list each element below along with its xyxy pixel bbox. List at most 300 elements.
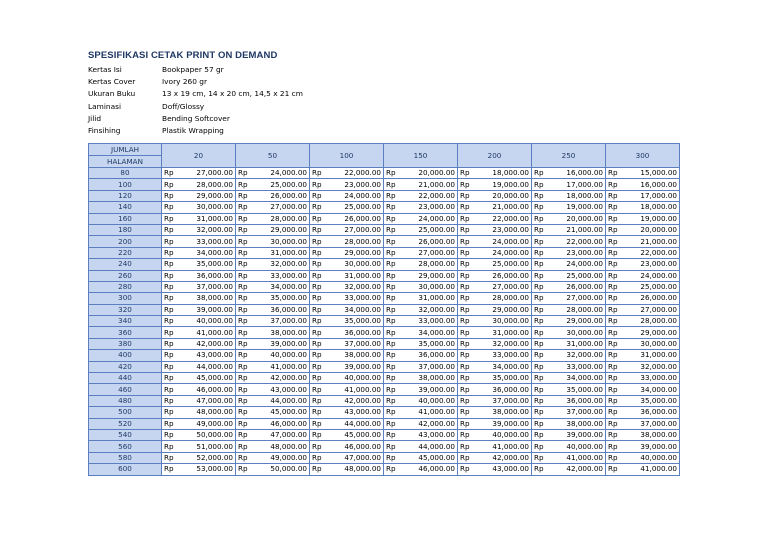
price-cell: 25,000.00 — [249, 179, 310, 190]
currency-cell: Rp — [162, 316, 175, 327]
currency-cell: Rp — [532, 259, 545, 270]
currency-cell: Rp — [236, 361, 249, 372]
price-cell: 38,000.00 — [545, 418, 606, 429]
price-cell: 23,000.00 — [397, 202, 458, 213]
price-cell: 35,000.00 — [397, 338, 458, 349]
currency-cell: Rp — [162, 327, 175, 338]
price-cell: 39,000.00 — [249, 338, 310, 349]
table-row — [89, 327, 680, 338]
price-cell: 38,000.00 — [471, 407, 532, 418]
currency-cell: Rp — [458, 179, 471, 190]
price-cell: 15,000.00 — [619, 168, 680, 179]
currency-cell: Rp — [310, 418, 323, 429]
currency-cell: Rp — [458, 190, 471, 201]
spec-value: Bookpaper 57 gr — [162, 65, 224, 74]
currency-cell: Rp — [458, 224, 471, 235]
currency-cell: Rp — [384, 236, 397, 247]
currency-cell: Rp — [310, 304, 323, 315]
spec-label: Finsihing — [88, 125, 121, 135]
price-cell: 26,000.00 — [249, 190, 310, 201]
pages-cell: 140 — [89, 202, 162, 213]
pages-cell: 600 — [89, 464, 162, 475]
price-cell: 42,000.00 — [397, 418, 458, 429]
currency-cell: Rp — [384, 213, 397, 224]
currency-cell: Rp — [606, 316, 619, 327]
currency-cell: Rp — [606, 293, 619, 304]
currency-cell: Rp — [310, 452, 323, 463]
currency-cell: Rp — [162, 202, 175, 213]
currency-cell: Rp — [532, 316, 545, 327]
currency-cell: Rp — [384, 452, 397, 463]
currency-cell: Rp — [384, 293, 397, 304]
header-quantity: 20 — [162, 144, 236, 168]
currency-cell: Rp — [532, 384, 545, 395]
price-cell: 34,000.00 — [397, 327, 458, 338]
currency-cell: Rp — [310, 350, 323, 361]
price-cell: 46,000.00 — [249, 418, 310, 429]
price-cell: 42,000.00 — [249, 373, 310, 384]
currency-cell: Rp — [532, 327, 545, 338]
currency-cell: Rp — [458, 259, 471, 270]
table-row — [89, 270, 680, 281]
price-cell: 41,000.00 — [397, 407, 458, 418]
price-cell: 36,000.00 — [545, 395, 606, 406]
table-row — [89, 281, 680, 292]
spec-value: Bending Softcover — [162, 113, 230, 123]
currency-cell: Rp — [458, 338, 471, 349]
currency-cell: Rp — [310, 270, 323, 281]
table-row — [89, 338, 680, 349]
spec-label: Kertas Isi — [88, 65, 122, 74]
price-cell: 33,000.00 — [323, 293, 384, 304]
currency-cell: Rp — [384, 168, 397, 179]
price-cell: 27,000.00 — [471, 281, 532, 292]
price-cell: 38,000.00 — [323, 350, 384, 361]
currency-cell: Rp — [236, 350, 249, 361]
table-row — [89, 395, 680, 406]
currency-cell: Rp — [532, 350, 545, 361]
pages-cell: 100 — [89, 179, 162, 190]
price-cell: 42,000.00 — [545, 464, 606, 475]
price-cell: 20,000.00 — [545, 213, 606, 224]
currency-cell: Rp — [606, 190, 619, 201]
price-cell: 32,000.00 — [471, 338, 532, 349]
price-cell: 29,000.00 — [619, 327, 680, 338]
price-cell: 25,000.00 — [471, 259, 532, 270]
price-cell: 31,000.00 — [323, 270, 384, 281]
currency-cell: Rp — [384, 304, 397, 315]
currency-cell: Rp — [162, 338, 175, 349]
price-cell: 35,000.00 — [323, 316, 384, 327]
currency-cell: Rp — [236, 452, 249, 463]
currency-cell: Rp — [310, 259, 323, 270]
price-cell: 51,000.00 — [175, 441, 236, 452]
table-row — [89, 373, 680, 384]
table-row — [89, 293, 680, 304]
price-cell: 42,000.00 — [175, 338, 236, 349]
price-cell: 24,000.00 — [249, 168, 310, 179]
currency-cell: Rp — [162, 441, 175, 452]
price-cell: 24,000.00 — [619, 270, 680, 281]
currency-cell: Rp — [236, 270, 249, 281]
price-cell: 18,000.00 — [619, 202, 680, 213]
currency-cell: Rp — [606, 327, 619, 338]
spec-row — [88, 88, 303, 100]
currency-cell: Rp — [458, 384, 471, 395]
price-cell: 37,000.00 — [471, 395, 532, 406]
currency-cell: Rp — [532, 373, 545, 384]
price-cell: 44,000.00 — [175, 361, 236, 372]
price-cell: 24,000.00 — [397, 213, 458, 224]
price-cell: 38,000.00 — [249, 327, 310, 338]
price-cell: 27,000.00 — [619, 304, 680, 315]
price-cell: 32,000.00 — [545, 350, 606, 361]
price-cell: 37,000.00 — [323, 338, 384, 349]
currency-cell: Rp — [384, 316, 397, 327]
price-cell: 19,000.00 — [619, 213, 680, 224]
currency-cell: Rp — [532, 293, 545, 304]
currency-cell: Rp — [458, 373, 471, 384]
table-row — [89, 179, 680, 190]
currency-cell: Rp — [310, 168, 323, 179]
price-cell: 29,000.00 — [175, 190, 236, 201]
currency-cell: Rp — [384, 338, 397, 349]
price-cell: 36,000.00 — [175, 270, 236, 281]
currency-cell: Rp — [532, 361, 545, 372]
currency-cell: Rp — [606, 281, 619, 292]
spec-list — [88, 64, 303, 137]
pages-cell: 320 — [89, 304, 162, 315]
price-cell: 29,000.00 — [397, 270, 458, 281]
price-cell: 40,000.00 — [175, 316, 236, 327]
currency-cell: Rp — [458, 407, 471, 418]
currency-cell: Rp — [532, 441, 545, 452]
currency-cell: Rp — [458, 293, 471, 304]
currency-cell: Rp — [384, 384, 397, 395]
currency-cell: Rp — [606, 168, 619, 179]
table-row — [89, 361, 680, 372]
currency-cell: Rp — [458, 395, 471, 406]
price-cell: 45,000.00 — [323, 429, 384, 440]
currency-cell: Rp — [532, 270, 545, 281]
price-cell: 41,000.00 — [545, 452, 606, 463]
spec-row — [88, 76, 303, 88]
price-cell: 50,000.00 — [175, 429, 236, 440]
currency-cell: Rp — [236, 304, 249, 315]
currency-cell: Rp — [384, 418, 397, 429]
currency-cell: Rp — [236, 327, 249, 338]
price-cell: 31,000.00 — [471, 327, 532, 338]
price-cell: 23,000.00 — [619, 259, 680, 270]
price-cell: 44,000.00 — [323, 418, 384, 429]
currency-cell: Rp — [606, 259, 619, 270]
price-cell: 24,000.00 — [545, 259, 606, 270]
price-cell: 39,000.00 — [619, 441, 680, 452]
pages-cell: 120 — [89, 190, 162, 201]
price-cell: 33,000.00 — [397, 316, 458, 327]
currency-cell: Rp — [310, 361, 323, 372]
price-cell: 33,000.00 — [249, 270, 310, 281]
currency-cell: Rp — [236, 316, 249, 327]
price-cell: 17,000.00 — [619, 190, 680, 201]
price-cell: 22,000.00 — [545, 236, 606, 247]
currency-cell: Rp — [236, 293, 249, 304]
pages-cell: 360 — [89, 327, 162, 338]
currency-cell: Rp — [310, 236, 323, 247]
price-cell: 33,000.00 — [545, 361, 606, 372]
price-cell: 40,000.00 — [323, 373, 384, 384]
spec-row — [88, 125, 303, 137]
currency-cell: Rp — [458, 452, 471, 463]
currency-cell: Rp — [606, 418, 619, 429]
price-cell: 36,000.00 — [471, 384, 532, 395]
price-cell: 22,000.00 — [323, 168, 384, 179]
price-cell: 43,000.00 — [249, 384, 310, 395]
price-cell: 20,000.00 — [471, 190, 532, 201]
price-cell: 32,000.00 — [249, 259, 310, 270]
currency-cell: Rp — [310, 327, 323, 338]
price-cell: 28,000.00 — [175, 179, 236, 190]
currency-cell: Rp — [458, 168, 471, 179]
currency-cell: Rp — [458, 247, 471, 258]
currency-cell: Rp — [458, 281, 471, 292]
pages-cell: 200 — [89, 236, 162, 247]
currency-cell: Rp — [162, 452, 175, 463]
currency-cell: Rp — [532, 429, 545, 440]
currency-cell: Rp — [458, 350, 471, 361]
price-cell: 28,000.00 — [397, 259, 458, 270]
price-cell: 46,000.00 — [323, 441, 384, 452]
price-cell: 36,000.00 — [397, 350, 458, 361]
currency-cell: Rp — [606, 213, 619, 224]
pages-cell: 340 — [89, 316, 162, 327]
currency-cell: Rp — [458, 429, 471, 440]
currency-cell: Rp — [236, 213, 249, 224]
price-cell: 30,000.00 — [249, 236, 310, 247]
spec-label: Ukuran Buku — [88, 89, 136, 99]
currency-cell: Rp — [384, 270, 397, 281]
currency-cell: Rp — [606, 338, 619, 349]
currency-cell: Rp — [458, 441, 471, 452]
currency-cell: Rp — [458, 327, 471, 338]
currency-cell: Rp — [532, 236, 545, 247]
price-cell: 34,000.00 — [545, 373, 606, 384]
currency-cell: Rp — [310, 247, 323, 258]
price-cell: 30,000.00 — [619, 338, 680, 349]
price-cell: 49,000.00 — [249, 452, 310, 463]
price-cell: 45,000.00 — [397, 452, 458, 463]
price-cell: 53,000.00 — [175, 464, 236, 475]
currency-cell: Rp — [384, 190, 397, 201]
price-cell: 35,000.00 — [545, 384, 606, 395]
currency-cell: Rp — [532, 213, 545, 224]
price-cell: 37,000.00 — [175, 281, 236, 292]
price-cell: 34,000.00 — [619, 384, 680, 395]
price-cell: 22,000.00 — [471, 213, 532, 224]
price-cell: 44,000.00 — [249, 395, 310, 406]
price-cell: 36,000.00 — [323, 327, 384, 338]
table-row — [89, 247, 680, 258]
currency-cell: Rp — [236, 384, 249, 395]
pages-cell: 160 — [89, 213, 162, 224]
price-cell: 19,000.00 — [471, 179, 532, 190]
currency-cell: Rp — [458, 270, 471, 281]
currency-cell: Rp — [310, 429, 323, 440]
price-cell: 45,000.00 — [175, 373, 236, 384]
price-cell: 43,000.00 — [175, 350, 236, 361]
currency-cell: Rp — [236, 202, 249, 213]
currency-cell: Rp — [606, 224, 619, 235]
price-cell: 32,000.00 — [619, 361, 680, 372]
currency-cell: Rp — [162, 350, 175, 361]
price-cell: 30,000.00 — [471, 316, 532, 327]
price-cell: 50,000.00 — [249, 464, 310, 475]
price-cell: 26,000.00 — [619, 293, 680, 304]
price-cell: 30,000.00 — [323, 259, 384, 270]
price-table-body — [89, 168, 680, 476]
currency-cell: Rp — [310, 441, 323, 452]
currency-cell: Rp — [162, 236, 175, 247]
price-cell: 42,000.00 — [323, 395, 384, 406]
header-quantity: 200 — [458, 144, 532, 168]
spec-value: 13 x 19 cm, 14 x 20 cm, 14,5 x 21 cm — [162, 89, 303, 99]
price-cell: 40,000.00 — [545, 441, 606, 452]
pages-cell: 400 — [89, 350, 162, 361]
currency-cell: Rp — [236, 441, 249, 452]
page-title: SPESIFIKASI CETAK PRINT ON DEMAND — [88, 50, 278, 61]
currency-cell: Rp — [162, 190, 175, 201]
currency-cell: Rp — [236, 407, 249, 418]
currency-cell: Rp — [236, 236, 249, 247]
price-cell: 37,000.00 — [397, 361, 458, 372]
price-cell: 28,000.00 — [249, 213, 310, 224]
spec-label: Kertas Cover — [88, 77, 136, 87]
currency-cell: Rp — [606, 361, 619, 372]
price-cell: 34,000.00 — [175, 247, 236, 258]
currency-cell: Rp — [606, 452, 619, 463]
currency-cell: Rp — [458, 304, 471, 315]
currency-cell: Rp — [458, 316, 471, 327]
currency-cell: Rp — [162, 270, 175, 281]
table-row — [89, 259, 680, 270]
header-halaman: HALAMAN — [89, 156, 162, 168]
pages-cell: 80 — [89, 168, 162, 179]
price-cell: 35,000.00 — [471, 373, 532, 384]
pages-cell: 480 — [89, 395, 162, 406]
price-cell: 49,000.00 — [175, 418, 236, 429]
price-cell: 29,000.00 — [323, 247, 384, 258]
pages-cell: 440 — [89, 373, 162, 384]
price-cell: 31,000.00 — [249, 247, 310, 258]
price-cell: 37,000.00 — [249, 316, 310, 327]
price-cell: 39,000.00 — [397, 384, 458, 395]
price-cell: 46,000.00 — [175, 384, 236, 395]
table-row — [89, 464, 680, 475]
price-cell: 48,000.00 — [249, 441, 310, 452]
price-cell: 29,000.00 — [471, 304, 532, 315]
currency-cell: Rp — [532, 179, 545, 190]
price-cell: 39,000.00 — [471, 418, 532, 429]
price-cell: 31,000.00 — [545, 338, 606, 349]
currency-cell: Rp — [384, 327, 397, 338]
currency-cell: Rp — [236, 418, 249, 429]
price-cell: 39,000.00 — [323, 361, 384, 372]
price-cell: 27,000.00 — [323, 224, 384, 235]
currency-cell: Rp — [384, 429, 397, 440]
currency-cell: Rp — [310, 338, 323, 349]
currency-cell: Rp — [606, 236, 619, 247]
price-cell: 35,000.00 — [175, 259, 236, 270]
currency-cell: Rp — [532, 202, 545, 213]
price-cell: 40,000.00 — [397, 395, 458, 406]
currency-cell: Rp — [236, 373, 249, 384]
currency-cell: Rp — [236, 224, 249, 235]
currency-cell: Rp — [606, 304, 619, 315]
pages-cell: 220 — [89, 247, 162, 258]
currency-cell: Rp — [236, 190, 249, 201]
currency-cell: Rp — [162, 361, 175, 372]
price-cell: 34,000.00 — [323, 304, 384, 315]
currency-cell: Rp — [532, 395, 545, 406]
currency-cell: Rp — [384, 179, 397, 190]
currency-cell: Rp — [162, 373, 175, 384]
header-quantity: 100 — [310, 144, 384, 168]
price-cell: 43,000.00 — [471, 464, 532, 475]
currency-cell: Rp — [162, 384, 175, 395]
pages-cell: 420 — [89, 361, 162, 372]
currency-cell: Rp — [310, 224, 323, 235]
price-cell: 28,000.00 — [619, 316, 680, 327]
price-cell: 38,000.00 — [619, 429, 680, 440]
currency-cell: Rp — [236, 179, 249, 190]
currency-cell: Rp — [162, 247, 175, 258]
price-cell: 27,000.00 — [249, 202, 310, 213]
pages-cell: 260 — [89, 270, 162, 281]
table-row — [89, 350, 680, 361]
price-cell: 44,000.00 — [397, 441, 458, 452]
price-cell: 38,000.00 — [397, 373, 458, 384]
table-row — [89, 429, 680, 440]
currency-cell: Rp — [310, 407, 323, 418]
price-cell: 32,000.00 — [323, 281, 384, 292]
currency-cell: Rp — [458, 361, 471, 372]
currency-cell: Rp — [310, 190, 323, 201]
currency-cell: Rp — [532, 304, 545, 315]
pages-cell: 540 — [89, 429, 162, 440]
currency-cell: Rp — [606, 179, 619, 190]
price-cell: 20,000.00 — [397, 168, 458, 179]
currency-cell: Rp — [458, 236, 471, 247]
header-quantity: 300 — [606, 144, 680, 168]
price-cell: 27,000.00 — [545, 293, 606, 304]
price-cell: 36,000.00 — [619, 407, 680, 418]
pages-cell: 580 — [89, 452, 162, 463]
pages-cell: 300 — [89, 293, 162, 304]
currency-cell: Rp — [384, 407, 397, 418]
price-cell: 25,000.00 — [323, 202, 384, 213]
currency-cell: Rp — [162, 179, 175, 190]
currency-cell: Rp — [236, 259, 249, 270]
price-cell: 25,000.00 — [545, 270, 606, 281]
price-cell: 37,000.00 — [619, 418, 680, 429]
spec-label: Jilid — [88, 113, 102, 123]
price-cell: 21,000.00 — [471, 202, 532, 213]
price-cell: 18,000.00 — [471, 168, 532, 179]
price-cell: 32,000.00 — [397, 304, 458, 315]
currency-cell: Rp — [532, 224, 545, 235]
price-cell: 30,000.00 — [175, 202, 236, 213]
currency-cell: Rp — [606, 270, 619, 281]
